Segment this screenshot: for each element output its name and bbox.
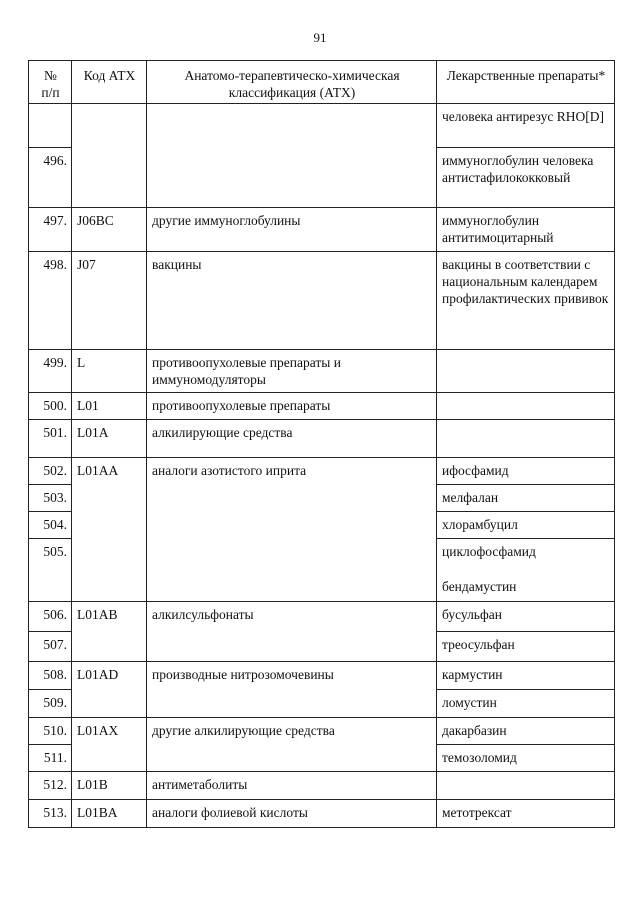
row-code: L01: [72, 393, 147, 420]
row-drug: циклофосфамид: [442, 544, 536, 559]
row-drug: [437, 393, 615, 420]
row-class: производные нитрозомочевины: [147, 662, 437, 718]
row-code: L01AX: [72, 718, 147, 772]
row-num: 507.: [29, 632, 72, 662]
row-drug: иммуноглобулин человека антистафилококковый: [437, 148, 615, 208]
row-class: аналоги фолиевой кислоты: [147, 800, 437, 828]
row-num: [29, 104, 72, 148]
header-code: Код АТХ: [72, 61, 147, 104]
row-code: L01B: [72, 772, 147, 800]
row-code: J07: [72, 252, 147, 350]
row-drug: человека антирезус RHO[D]: [437, 104, 615, 148]
table-row: [29, 104, 615, 148]
row-drug: вакцины в соответствии с национальным календарем профилактических прививок: [437, 252, 615, 350]
row-class: другие алкилирующие средства: [147, 718, 437, 772]
row-code: [72, 104, 147, 208]
row-num: 505.: [29, 539, 72, 602]
row-class: аналоги азотистого иприта: [147, 458, 437, 602]
row-drug: треосульфан: [437, 632, 615, 662]
row-drug: ломустин: [437, 690, 615, 718]
row-code: J06BC: [72, 208, 147, 252]
row-class: противоопухолевые препараты и иммуномодуляторы: [147, 350, 437, 393]
row-num: 497.: [29, 208, 72, 252]
row-class: [147, 104, 437, 208]
row-num: 503.: [29, 485, 72, 512]
table-row: [29, 350, 615, 393]
row-class: антиметаболиты: [147, 772, 437, 800]
row-class: вакцины: [147, 252, 437, 350]
row-num: 502.: [29, 458, 72, 485]
table-row: [29, 772, 615, 800]
row-drug: [437, 350, 615, 393]
row-code: L01BA: [72, 800, 147, 828]
row-drug: метотрексат: [437, 800, 615, 828]
table-row: [29, 602, 615, 632]
row-num: 509.: [29, 690, 72, 718]
table-row: [29, 393, 615, 420]
row-class: алкилирующие средства: [147, 420, 437, 458]
row-code: L: [72, 350, 147, 393]
row-num: 510.: [29, 718, 72, 745]
page-number: 91: [313, 30, 327, 45]
row-num: 508.: [29, 662, 72, 690]
row-num: 504.: [29, 512, 72, 539]
row-code: L01AD: [72, 662, 147, 718]
row-num: 506.: [29, 602, 72, 632]
row-num: 496.: [29, 148, 72, 208]
row-num: 512.: [29, 772, 72, 800]
row-class: противоопухолевые препараты: [147, 393, 437, 420]
table-row: [29, 662, 615, 690]
row-code: L01AB: [72, 602, 147, 662]
table-row: [29, 458, 615, 485]
row-num: 501.: [29, 420, 72, 458]
row-drug: бусульфан: [437, 602, 615, 632]
table-row: [29, 718, 615, 745]
atx-table: [28, 60, 615, 828]
row-num: 511.: [29, 745, 72, 772]
row-num: 500.: [29, 393, 72, 420]
row-drug: дакарбазин: [437, 718, 615, 745]
row-drug: бендамустин: [442, 579, 517, 594]
header-classification: Анатомо-терапевтическо-химическая классификация (АТХ): [147, 61, 437, 104]
row-num: 499.: [29, 350, 72, 393]
row-drug: темозоломид: [437, 745, 615, 772]
table-row: [29, 420, 615, 458]
row-code: L01AA: [72, 458, 147, 602]
row-drug: хлорамбуцил: [437, 512, 615, 539]
row-drug: ифосфамид: [437, 458, 615, 485]
row-drug: мелфалан: [437, 485, 615, 512]
table-header-row: [29, 61, 615, 104]
row-drug-pair: [437, 539, 615, 602]
row-class: другие иммуноглобулины: [147, 208, 437, 252]
table-row: [29, 208, 615, 252]
row-drug: иммуноглобулин антитимоцитарный: [437, 208, 615, 252]
row-num: 513.: [29, 800, 72, 828]
row-drug: кармустин: [437, 662, 615, 690]
row-class: алкилсульфонаты: [147, 602, 437, 662]
table-row: [29, 800, 615, 828]
header-num: № п/п: [29, 61, 72, 104]
header-drugs: Лекарственные препараты*: [437, 61, 615, 104]
row-drug: [437, 420, 615, 458]
row-code: L01A: [72, 420, 147, 458]
row-drug: [437, 772, 615, 800]
table-row: [29, 252, 615, 350]
row-num: 498.: [29, 252, 72, 350]
